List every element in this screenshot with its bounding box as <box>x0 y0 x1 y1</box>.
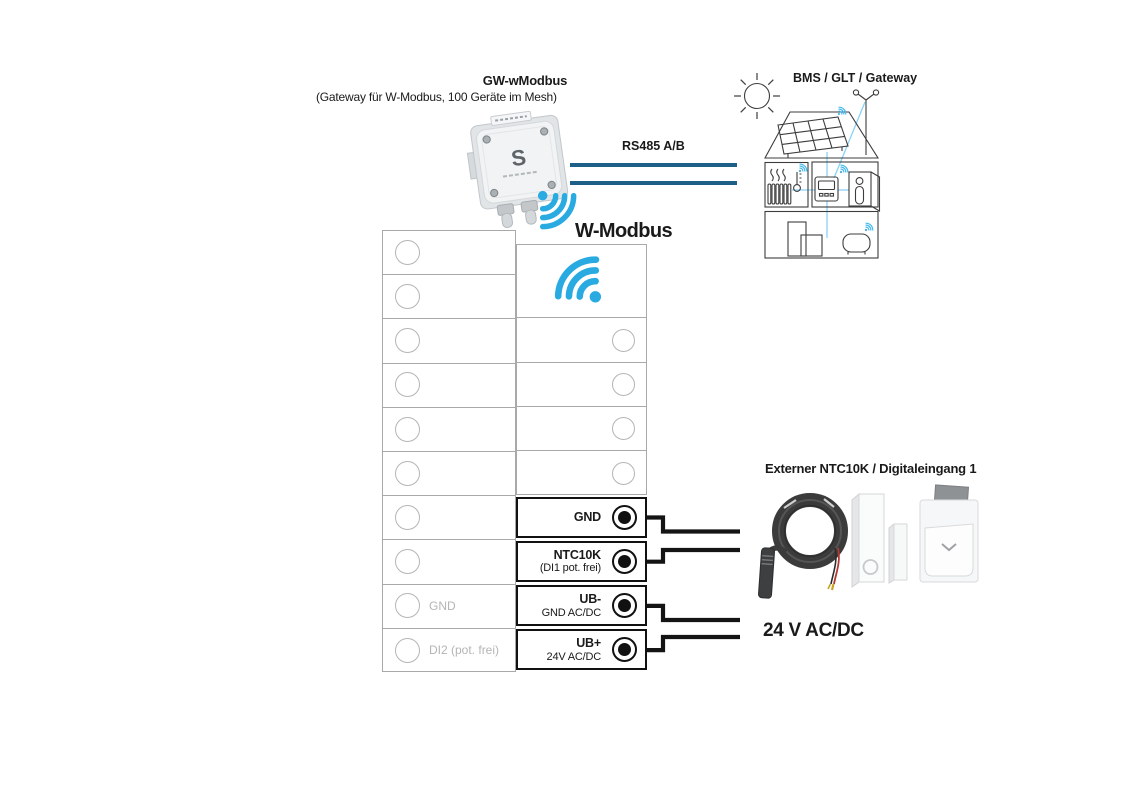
terminal-screw <box>612 505 637 530</box>
wire-ub-plus <box>632 637 740 650</box>
terminal-hole <box>395 372 420 397</box>
s-logo: S <box>509 144 528 172</box>
key-card-switch-image <box>920 485 978 582</box>
table-row <box>382 407 516 451</box>
ntc-cable-sensor-image <box>758 499 841 598</box>
terminal-cell-ntc10k <box>516 541 647 582</box>
table-row <box>382 539 516 583</box>
terminal-sublabel: (DI1 pot. frei) <box>539 562 601 575</box>
table-row <box>382 318 516 362</box>
radiator-icon <box>768 169 791 204</box>
terminal-sublabel: 24V AC/DC <box>546 650 601 663</box>
table-row <box>382 451 516 495</box>
table-cell <box>516 363 647 407</box>
table-cell <box>516 318 647 362</box>
sun-icon <box>734 73 780 119</box>
terminal-hole <box>395 328 420 353</box>
table-row <box>382 274 516 318</box>
rs485-label: RS485 A/B <box>622 139 685 153</box>
table-row <box>382 363 516 407</box>
terminal-label: NTC10K <box>553 547 601 562</box>
terminal-label: GND <box>573 510 601 525</box>
rs485-line-a <box>570 163 737 167</box>
terminal-hole <box>395 549 420 574</box>
terminal-hole <box>395 284 420 309</box>
rs485-line-b <box>570 181 737 185</box>
terminal-label: UB+ <box>576 636 601 651</box>
wifi-icon-fan-coil <box>862 222 874 234</box>
wire-ub-minus <box>632 606 740 620</box>
terminal-hole <box>612 417 635 440</box>
wmodbus-label: W-Modbus <box>575 220 672 242</box>
external-input-label: Externer NTC10K / Digitaleingang 1 <box>765 461 977 476</box>
table-cell <box>516 451 647 495</box>
bms-label: BMS / GLT / Gateway <box>793 71 918 85</box>
accessory-images <box>748 478 988 613</box>
table-row <box>382 495 516 539</box>
terminal-hole <box>612 329 635 352</box>
terminal-hole <box>395 638 420 663</box>
table-cell <box>516 407 647 451</box>
room-controller-icon <box>815 177 838 201</box>
terminal-label: UB- <box>579 592 601 607</box>
wifi-icon-table <box>550 253 614 309</box>
terminal-hole <box>612 462 635 485</box>
row-label: GND <box>429 599 456 614</box>
door-contact-image <box>852 494 907 587</box>
wifi-icon-room <box>796 163 808 175</box>
terminal-hole <box>612 373 635 396</box>
terminal-hole <box>395 240 420 265</box>
boiler-icon <box>788 222 822 256</box>
wifi-icon-device <box>528 181 580 233</box>
terminal-cell-ub-plus <box>516 629 647 670</box>
table-row <box>382 230 516 274</box>
terminal-hole <box>395 461 420 486</box>
fan-coil-icon <box>843 234 870 255</box>
terminal-sublabel: GND AC/DC <box>541 606 601 619</box>
wmodbus-cell <box>516 244 647 319</box>
building-illustration <box>728 60 892 265</box>
terminal-hole <box>395 593 420 618</box>
wire-gnd <box>632 518 740 532</box>
power-label: 24 V AC/DC <box>763 620 864 641</box>
table-row <box>382 584 516 628</box>
terminal-hole <box>395 417 420 442</box>
solar-panel-icon <box>778 117 848 158</box>
terminal-cell-ub-minus <box>516 585 647 626</box>
thermometer-icon <box>794 172 802 191</box>
table-row <box>382 628 516 672</box>
wire-ntc10k <box>632 550 740 562</box>
gateway-subtitle: (Gateway für W-Modbus, 100 Geräte im Mesh) <box>316 90 557 104</box>
row-label: DI2 (pot. frei) <box>429 642 500 657</box>
terminal-cell-gnd <box>516 497 647 538</box>
terminal-hole <box>395 505 420 530</box>
door-person-icon <box>849 172 880 211</box>
gateway-title: GW-wModbus <box>482 73 568 88</box>
terminal-screw <box>612 549 637 574</box>
